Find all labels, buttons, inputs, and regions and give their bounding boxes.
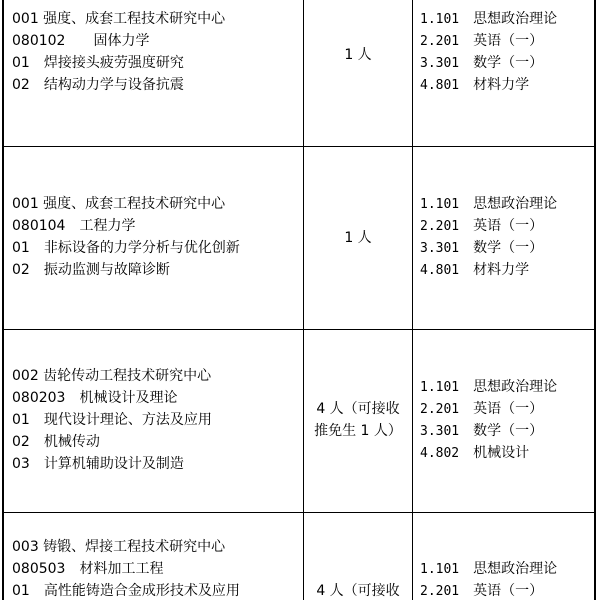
unit-line: 001 强度、成套工程技术研究中心 (12, 196, 226, 212)
table-row-4-quota (305, 580, 411, 602)
subject-item: 4.801 材料力学 (420, 77, 530, 93)
table-row-1-unit (12, 8, 225, 96)
row-divider-1 (2, 146, 596, 147)
subject-item: 4.802 机械设计 (420, 445, 530, 461)
table-row-1-quota (305, 44, 411, 66)
table-row-2-subjects (420, 193, 557, 281)
unit-line: 02 机械传动 (12, 434, 100, 450)
column-divider-2 (412, 0, 413, 600)
quota-line: 推免生 1 人） (314, 423, 402, 439)
subject-item: 3.301 数学（一） (420, 240, 544, 256)
table-row-2-unit (12, 193, 240, 281)
unit-line: 002 齿轮传动工程技术研究中心 (12, 368, 212, 384)
unit-line: 01 焊接接头疲劳强度研究 (12, 55, 184, 71)
subject-item: 3.301 数学（一） (420, 423, 544, 439)
unit-line: 01 高性能铸造合金成形技术及应用 (12, 583, 240, 599)
unit-line: 02 振动监测与故障诊断 (12, 262, 170, 278)
subject-item: 1.101 思想政治理论 (420, 196, 558, 212)
subject-item: 2.201 英语（一） (420, 401, 544, 417)
table-row-3-unit (12, 365, 212, 475)
unit-line: 003 铸锻、焊接工程技术研究中心 (12, 539, 226, 555)
table-row-4-subjects (420, 558, 557, 602)
row-divider-2 (2, 329, 596, 330)
subject-item: 2.201 英语（一） (420, 218, 544, 234)
quota-line: 4 人（可接收 (316, 401, 400, 417)
subject-item: 2.201 英语（一） (420, 583, 544, 599)
unit-line: 080102 固体力学 (12, 33, 150, 49)
subject-item: 1.101 思想政治理论 (420, 379, 558, 395)
quota-line: 1 人 (344, 230, 372, 246)
unit-line: 080503 材料加工工程 (12, 561, 164, 577)
table-border-right (594, 0, 596, 600)
unit-line: 080104 工程力学 (12, 218, 136, 234)
subject-item: 1.101 思想政治理论 (420, 11, 558, 27)
unit-line: 02 结构动力学与设备抗震 (12, 77, 184, 93)
unit-line: 01 非标设备的力学分析与优化创新 (12, 240, 240, 256)
table-row-4-unit (12, 536, 240, 602)
unit-line: 01 现代设计理论、方法及应用 (12, 412, 212, 428)
subject-item: 1.101 思想政治理论 (420, 561, 558, 577)
column-divider-1 (303, 0, 304, 600)
row-divider-3 (2, 512, 596, 513)
table-row-2-quota (305, 227, 411, 249)
quota-line: 1 人 (344, 47, 372, 63)
quota-line: 4 人（可接收 (316, 583, 400, 599)
table-row-3-quota (305, 398, 411, 442)
table-row-3-subjects (420, 376, 557, 464)
table-border-left (2, 0, 4, 600)
subject-item: 3.301 数学（一） (420, 55, 544, 71)
subject-item: 2.201 英语（一） (420, 33, 544, 49)
unit-line: 03 计算机辅助设计及制造 (12, 456, 184, 472)
unit-line: 001 强度、成套工程技术研究中心 (12, 11, 226, 27)
table-row-1-subjects (420, 8, 557, 96)
unit-line: 080203 机械设计及理论 (12, 390, 178, 406)
subject-item: 4.801 材料力学 (420, 262, 530, 278)
